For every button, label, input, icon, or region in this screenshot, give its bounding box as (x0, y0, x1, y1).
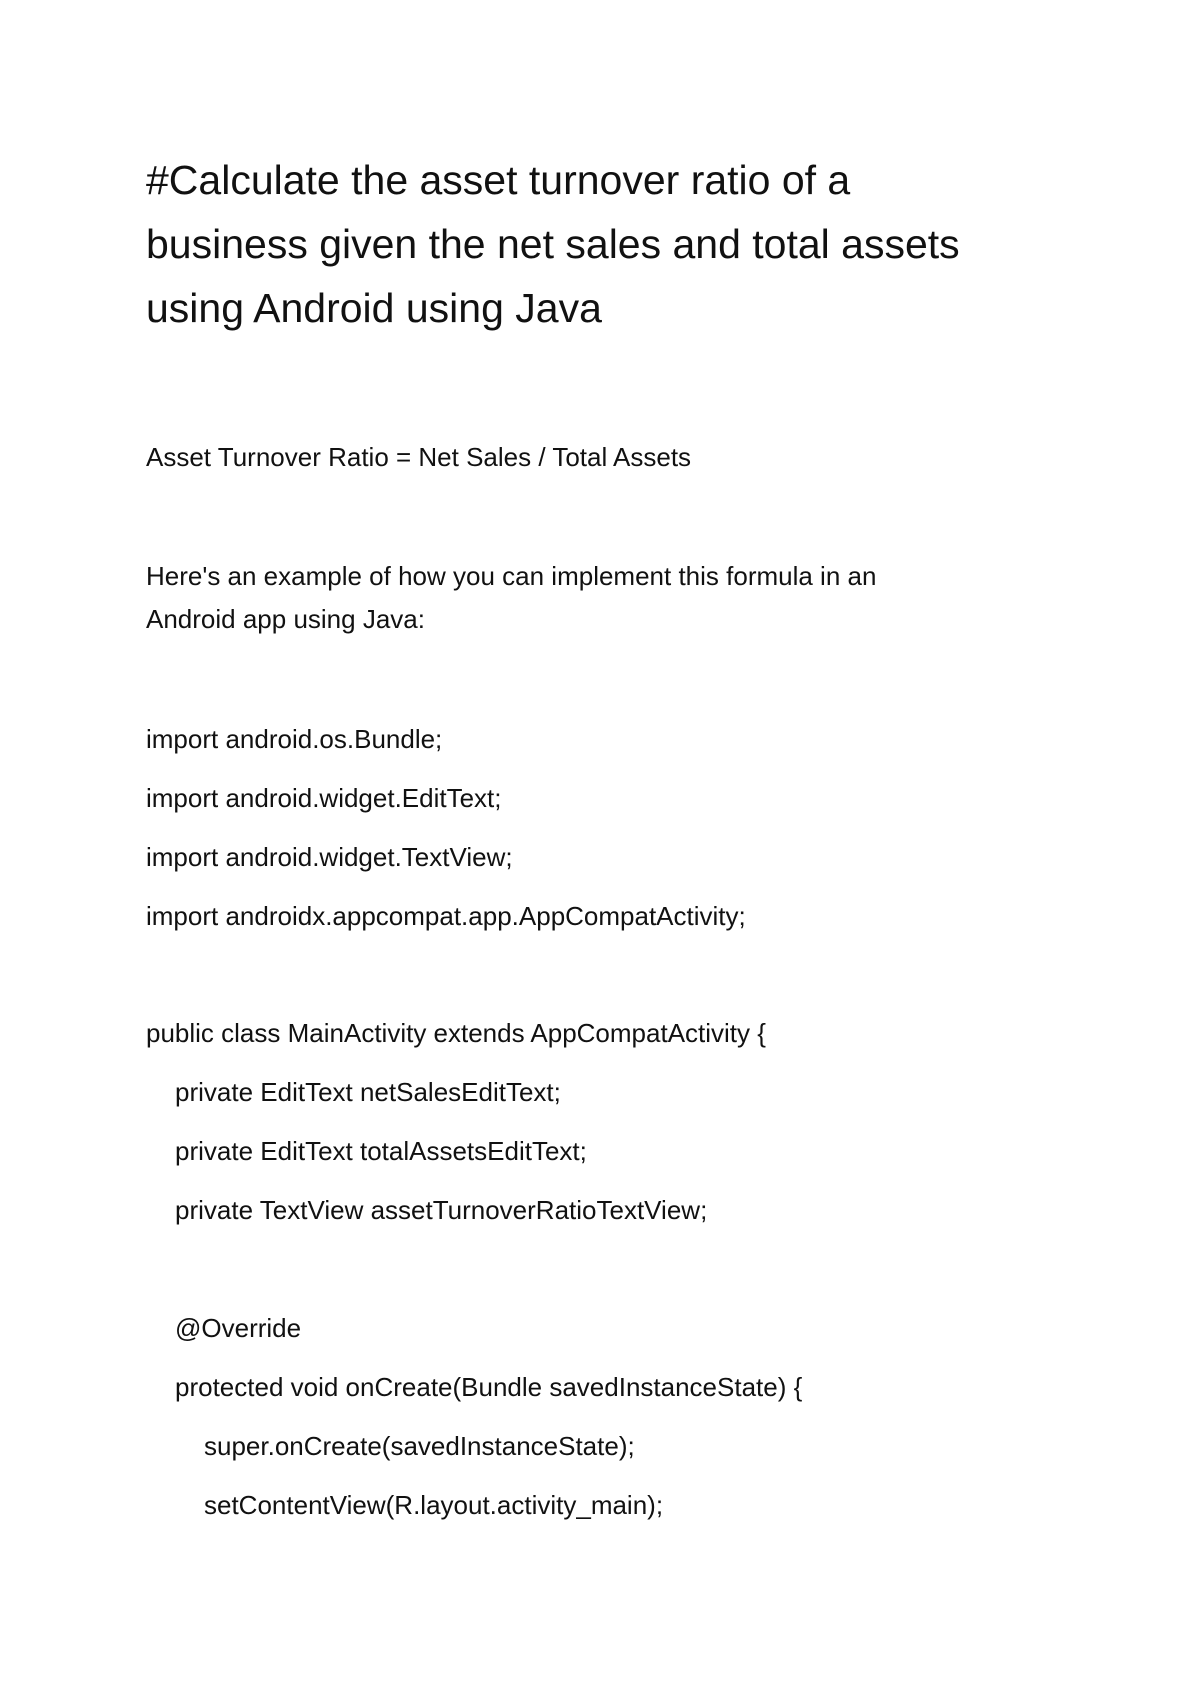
code-line-oncreate-signature: protected void onCreate(Bundle savedInstanceState) { (175, 1372, 803, 1402)
code-line-total-assets-field: private EditText totalAssetsEditText; (175, 1136, 587, 1166)
document-title (146, 148, 1076, 340)
title-line-1: #Calculate the asset turnover ratio of a (146, 157, 851, 203)
code-line-import-bundle: import android.os.Bundle; (146, 724, 443, 754)
title-line-2: business given the net sales and total assets (146, 221, 960, 267)
code-line-super-oncreate: super.onCreate(savedInstanceState); (204, 1431, 635, 1461)
code-line-ratio-textview-field: private TextView assetTurnoverRatioTextView; (175, 1195, 708, 1225)
code-line-class-declaration: public class MainActivity extends AppCompatActivity { (146, 1018, 766, 1048)
code-line-set-content-view: setContentView(R.layout.activity_main); (204, 1490, 664, 1520)
code-line-import-appcompat: import androidx.appcompat.app.AppCompatActivity; (146, 901, 746, 931)
title-line-3: using Android using Java (146, 285, 602, 331)
code-line-import-edittext: import android.widget.EditText; (146, 783, 502, 813)
code-line-net-sales-field: private EditText netSalesEditText; (175, 1077, 561, 1107)
formula-text: Asset Turnover Ratio = Net Sales / Total Assets (146, 442, 692, 472)
code-line-override-annotation: @Override (175, 1313, 302, 1343)
code-line-import-textview: import android.widget.TextView; (146, 842, 513, 872)
intro-line-2: Android app using Java: (146, 604, 425, 634)
intro-line-1: Here's an example of how you can implement this formula in an (146, 561, 877, 591)
